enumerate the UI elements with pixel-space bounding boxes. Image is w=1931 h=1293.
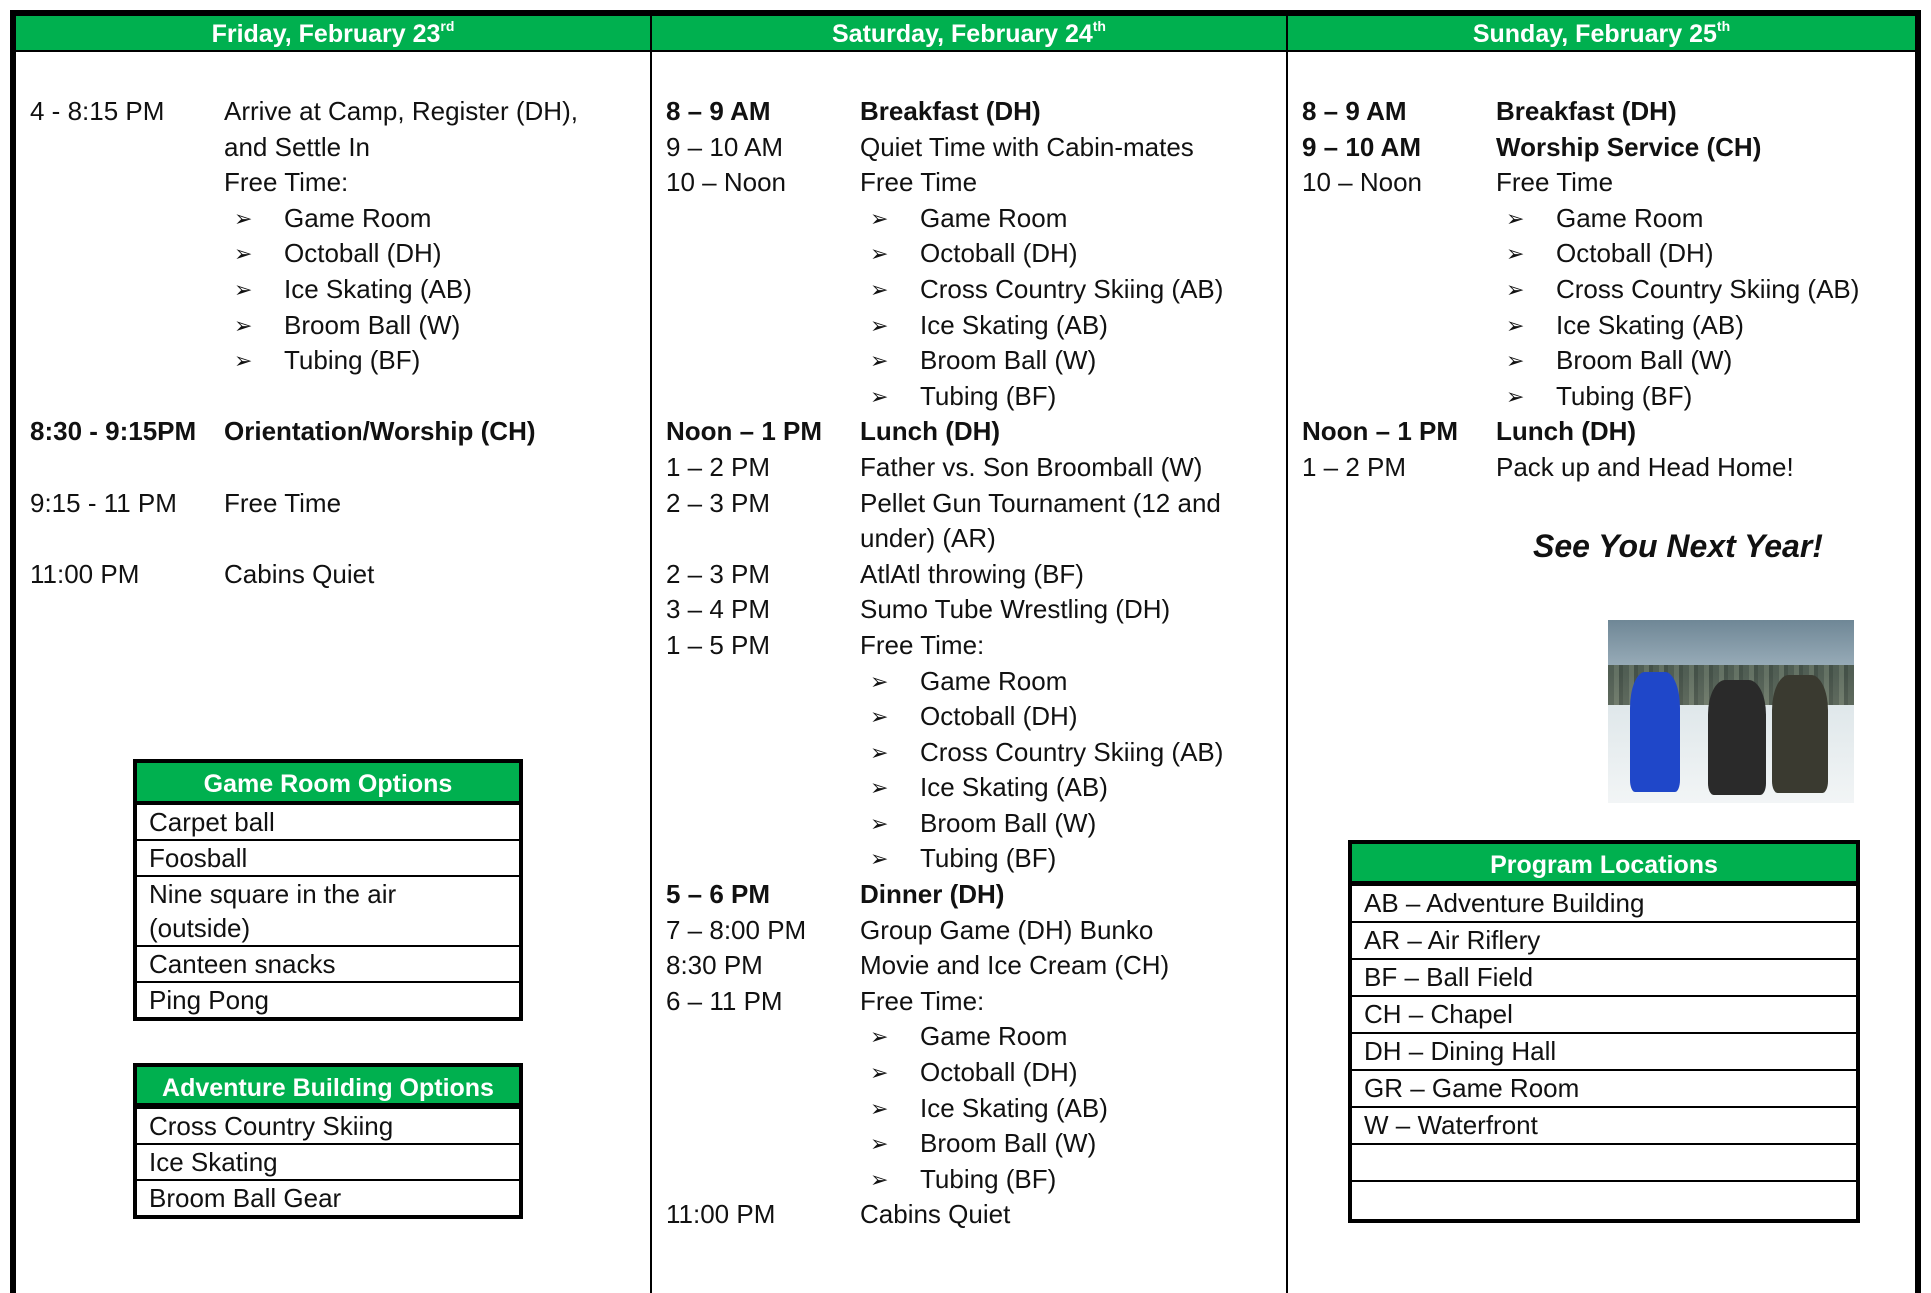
free-time-list (870, 664, 1276, 878)
schedule-row: 7 – 8:00 PM Group Game (DH) Bunko (666, 914, 1154, 945)
arrow-bullet-icon: ➢ (870, 775, 889, 801)
arrow-bullet-icon: ➢ (870, 668, 889, 694)
table-row: Ice Skating (137, 1145, 519, 1181)
table-row: AB – Adventure Building (1352, 886, 1856, 923)
schedule-row: 8 – 9 AM Breakfast (DH) (1302, 96, 1677, 126)
list-item: ➢ Game Room (870, 1019, 1276, 1055)
arrow-bullet-icon: ➢ (870, 348, 889, 374)
arrow-bullet-icon: ➢ (1506, 348, 1525, 374)
schedule-row: 1 – 2 PM Father vs. Son Broomball (W) (666, 451, 1203, 482)
arrow-bullet-icon: ➢ (870, 1095, 889, 1121)
list-item: ➢ Game Room (234, 201, 640, 237)
schedule-row: 2 – 3 PM AtlAtl throwing (BF) (666, 558, 1084, 589)
schedule-row (30, 94, 640, 379)
time: 4 - 8:15 PM (30, 96, 165, 126)
schedule-row: 1 – 5 PM Free Time: ➢ Game Room ➢ Octoball (DH) ➢ Cross Country Skiing (AB) ➢ Ice Skating (AB) ➢ Broom Ball (W) ➢ Tubing (BF) (666, 628, 1276, 877)
friday-column (16, 16, 650, 1293)
arrow-bullet-icon: ➢ (870, 205, 889, 231)
list-item: ➢ Ice Skating (AB) (234, 272, 640, 308)
activity: Cabins Quiet (224, 558, 375, 589)
activity (224, 94, 640, 379)
table-row: Nine square in the air (outside) (137, 877, 519, 947)
day-title: Sunday, February 25 (1472, 20, 1717, 48)
sunday-schedule (1302, 94, 1905, 486)
list-item: ➢ Octoball (DH) (870, 236, 1276, 272)
arrow-bullet-icon: ➢ (870, 383, 889, 409)
schedule-row (30, 414, 640, 450)
day-suffix: th (1716, 18, 1731, 34)
list-item: ➢ Cross Country Skiing (AB) (870, 735, 1276, 771)
table-row: GR – Game Room (1352, 1071, 1856, 1108)
schedule-row: 6 – 11 PM Free Time: ➢ Game Room ➢ Octoball (DH) ➢ Ice Skating (AB) ➢ Broom Ball (W) ➢ Tubing (BF) (666, 984, 1276, 1198)
arrow-bullet-icon: ➢ (1506, 241, 1525, 267)
list-item: ➢ Ice Skating (AB) (1506, 308, 1905, 344)
adventure-building-options-table (133, 1063, 523, 1219)
list-item: ➢ Broom Ball (W) (870, 1126, 1276, 1162)
schedule-row: 8 – 9 AM Breakfast (DH) (666, 96, 1041, 126)
schedule-row: 11:00 PM Cabins Quiet (666, 1199, 1011, 1230)
program-locations-table (1348, 840, 1860, 1223)
schedule-row: 3 – 4 PM Sumo Tube Wrestling (DH) (666, 594, 1171, 625)
table-row: Carpet ball (137, 805, 519, 841)
list-item: ➢ Tubing (BF) (870, 841, 1276, 877)
list-item: ➢ Octoball (DH) (870, 699, 1276, 735)
table-row (1352, 1145, 1856, 1182)
schedule-row: 2 – 3 PM Pellet Gun Tournament (12 and under) (AR) (666, 487, 1221, 554)
list-item: ➢ Octoball (DH) (234, 236, 640, 272)
list-item: ➢ Ice Skating (AB) (870, 1091, 1276, 1127)
schedule-row: 9 – 10 AM Worship Service (CH) (1302, 131, 1762, 162)
activity-line: Arrive at Camp, Register (DH), (224, 96, 578, 126)
table-row: Cross Country Skiing (137, 1109, 519, 1145)
table-row (1352, 1182, 1856, 1219)
schedule-row: 1 – 2 PM Pack up and Head Home! (1302, 451, 1794, 482)
table-row: CH – Chapel (1352, 997, 1856, 1034)
arrow-bullet-icon: ➢ (1506, 383, 1525, 409)
list-item: ➢ Game Room (870, 201, 1276, 237)
arrow-bullet-icon: ➢ (870, 312, 889, 338)
free-time-list (1506, 201, 1905, 415)
schedule-row: 8:30 PM Movie and Ice Cream (CH) (666, 950, 1170, 981)
activity-line: and Settle In (224, 131, 370, 162)
time: 11:00 PM (30, 558, 140, 589)
arrow-bullet-icon: ➢ (870, 704, 889, 730)
table-row: AR – Air Riflery (1352, 923, 1856, 960)
saturday-column (650, 16, 1286, 1293)
day-suffix: rd (440, 18, 455, 34)
table-title: Program Locations (1352, 844, 1856, 886)
arrow-bullet-icon: ➢ (870, 1060, 889, 1086)
table-row: Broom Ball Gear (149, 1183, 342, 1213)
table-row: DH – Dining Hall (1352, 1034, 1856, 1071)
list-item: ➢ Game Room (870, 664, 1276, 700)
list-item: ➢ Octoball (DH) (870, 1055, 1276, 1091)
arrow-bullet-icon: ➢ (1506, 205, 1525, 231)
list-item: ➢ Octoball (DH) (1506, 236, 1905, 272)
arrow-bullet-icon: ➢ (234, 348, 253, 374)
schedule-row: 9 – 10 AM Quiet Time with Cabin-mates (666, 131, 1194, 162)
arrow-bullet-icon: ➢ (870, 1131, 889, 1157)
friday-header (16, 16, 650, 52)
list-item: ➢ Broom Ball (W) (870, 806, 1276, 842)
list-item: ➢ Tubing (BF) (1506, 379, 1905, 415)
table-row: Ping Pong (149, 985, 269, 1015)
table-row: BF – Ball Field (1352, 960, 1856, 997)
person-dark-2 (1772, 675, 1828, 793)
time: 8:30 - 9:15PM (30, 416, 197, 447)
game-room-options-table (133, 759, 523, 1021)
activity: Orientation/Worship (CH) (224, 416, 536, 447)
broomball-photo (1608, 620, 1854, 803)
list-item: ➢ Cross Country Skiing (AB) (870, 272, 1276, 308)
list-item: ➢ Tubing (BF) (870, 1162, 1276, 1198)
table-title: Adventure Building Options (137, 1067, 519, 1109)
arrow-bullet-icon: ➢ (870, 1166, 889, 1192)
free-time-list (234, 201, 640, 379)
activity: Free Time (224, 487, 342, 518)
schedule-row: Noon – 1 PM Lunch (DH) (1302, 416, 1637, 447)
table-row: Canteen snacks (137, 947, 519, 983)
list-item: ➢ Ice Skating (AB) (870, 308, 1276, 344)
saturday-schedule (666, 94, 1276, 1233)
arrow-bullet-icon: ➢ (870, 1024, 889, 1050)
schedule-row (30, 557, 640, 593)
schedule-page (10, 10, 1921, 1293)
list-item: ➢ Ice Skating (AB) (870, 770, 1276, 806)
sunday-column (1286, 16, 1915, 1293)
arrow-bullet-icon: ➢ (234, 205, 253, 231)
time: 9:15 - 11 PM (30, 487, 177, 518)
saturday-header (652, 16, 1286, 52)
list-item: ➢ Tubing (BF) (234, 343, 640, 379)
day-suffix: th (1092, 18, 1106, 34)
schedule-row: 5 – 6 PM Dinner (DH) (666, 879, 1005, 910)
arrow-bullet-icon: ➢ (1506, 276, 1525, 302)
sunday-header (1288, 16, 1915, 52)
table-row: W – Waterfront (1352, 1108, 1856, 1145)
day-title: Friday, February 23 (211, 20, 441, 48)
arrow-bullet-icon: ➢ (870, 846, 889, 872)
arrow-bullet-icon: ➢ (870, 810, 889, 836)
schedule-row: Noon – 1 PM Lunch (DH) (666, 416, 1001, 447)
friday-schedule (30, 94, 640, 592)
list-item: ➢ Tubing (BF) (870, 379, 1276, 415)
arrow-bullet-icon: ➢ (870, 739, 889, 765)
schedule-row: 10 – Noon Free Time ➢ Game Room ➢ Octoball (DH) ➢ Cross Country Skiing (AB) ➢ Ice Skating (AB) ➢ Broom Ball (W) ➢ Tubing (BF) (1302, 165, 1905, 414)
free-time-list (870, 1019, 1276, 1197)
arrow-bullet-icon: ➢ (234, 276, 253, 302)
list-item: ➢ Broom Ball (W) (1506, 343, 1905, 379)
list-item: ➢ Cross Country Skiing (AB) (1506, 272, 1905, 308)
arrow-bullet-icon: ➢ (870, 241, 889, 267)
arrow-bullet-icon: ➢ (1506, 312, 1525, 338)
person-blue (1630, 672, 1680, 792)
see-you-next-year-text: See You Next Year! (1533, 528, 1823, 564)
day-title: Saturday, February 24 (832, 20, 1093, 48)
list-item: ➢ Game Room (1506, 201, 1905, 237)
activity-line: Free Time: (224, 167, 349, 198)
table-row: Foosball (137, 841, 519, 877)
arrow-bullet-icon: ➢ (234, 241, 253, 267)
table-title: Game Room Options (137, 763, 519, 805)
list-item: ➢ Broom Ball (W) (870, 343, 1276, 379)
person-dark (1708, 680, 1766, 795)
list-item: ➢ Broom Ball (W) (234, 308, 640, 344)
arrow-bullet-icon: ➢ (870, 276, 889, 302)
schedule-row: 10 – Noon Free Time ➢ Game Room ➢ Octoball (DH) ➢ Cross Country Skiing (AB) ➢ Ice Skating (AB) ➢ Broom Ball (W) ➢ Tubing (BF) (666, 165, 1276, 414)
free-time-list (870, 201, 1276, 415)
schedule-row (30, 486, 640, 522)
arrow-bullet-icon: ➢ (234, 312, 253, 338)
